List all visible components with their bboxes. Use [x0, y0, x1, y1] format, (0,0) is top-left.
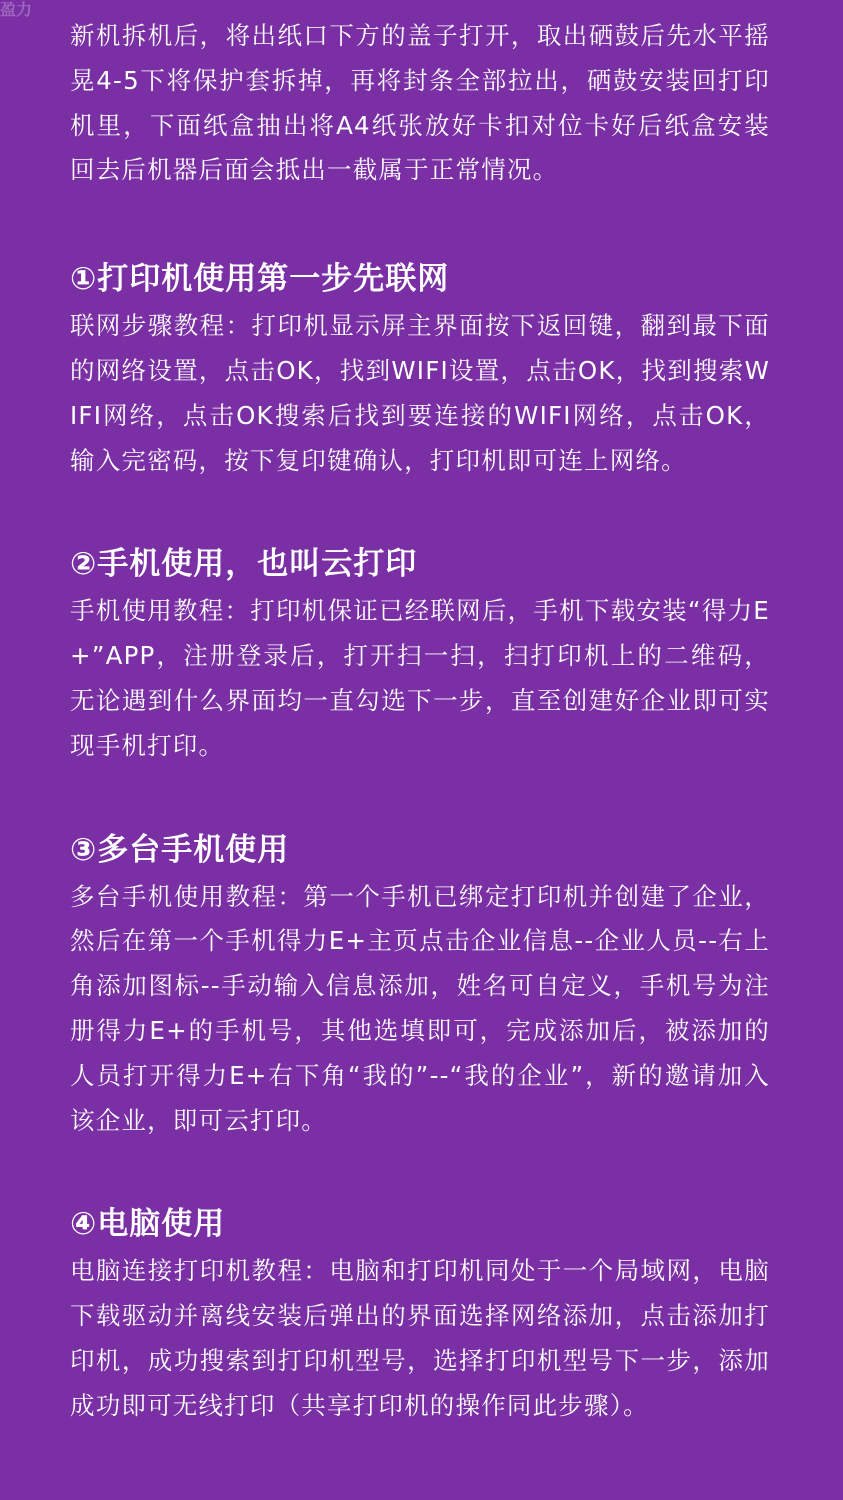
- instruction-document: [70, 14, 770, 1487]
- section-title-network: ①打印机使用第一步先联网: [70, 261, 450, 298]
- section-network: [70, 256, 770, 483]
- section-body-multiple-phones: 多台手机使用教程：第一个手机已绑定打印机并创建了企业，然后在第一个手机得力E+主页点击企业信息--企业人员--右上角添加图标--手动输入信息添加，姓名可自定义，手机号为注册得力E+的手机号，其他选填即可，完成添加后，被添加的人员打开得力E+右下角“我的”--“我的企业”，新的邀请加入该企业，即可云打印。: [70, 881, 770, 1135]
- section-phone-cloud-print: [70, 541, 770, 768]
- watermark-logo-text: 盈力: [0, 0, 33, 19]
- section-multiple-phones: [70, 827, 770, 1144]
- section-title-multiple-phones: ③多台手机使用: [70, 831, 290, 868]
- section-title-computer: ④电脑使用: [70, 1206, 226, 1243]
- intro-paragraph: 新机拆机后，将出纸口下方的盖子打开，取出硒鼓后先水平摇晃4-5下将保护套拆掉，再将封条全部拉出，硒鼓安装回打印机里，下面纸盒抽出将A4纸张放好卡扣对位卡好后纸盒安装回去后机器后面会抵出一截属于正常情况。: [70, 21, 770, 185]
- section-body-computer: 电脑连接打印机教程：电脑和打印机同处于一个局域网，电脑下载驱动并离线安装后弹出的界面选择网络添加，点击添加打印机，成功搜索到打印机型号，选择打印机型号下一步，添加成功即可无线打印（共享打印机的操作同此步骤）。: [70, 1256, 770, 1420]
- section-body-network: 联网步骤教程：打印机显示屏主界面按下返回键，翻到最下面的网络设置，点击OK，找到WIFI设置，点击OK，找到搜索WIFI网络，点击OK搜索后找到要连接的WIFI网络，点击OK，输入完密码，按下复印键确认，打印机即可连上网络。: [70, 311, 770, 475]
- section-title-phone-cloud-print: ②手机使用，也叫云打印: [70, 546, 418, 583]
- section-computer: [70, 1201, 770, 1428]
- section-body-phone-cloud-print: 手机使用教程：打印机保证已经联网后，手机下载安装“得力E+”APP，注册登录后，打开扫一扫，扫打印机上的二维码，无论遇到什么界面均一直勾选下一步，直至创建好企业即可实现手机打印。: [70, 596, 770, 760]
